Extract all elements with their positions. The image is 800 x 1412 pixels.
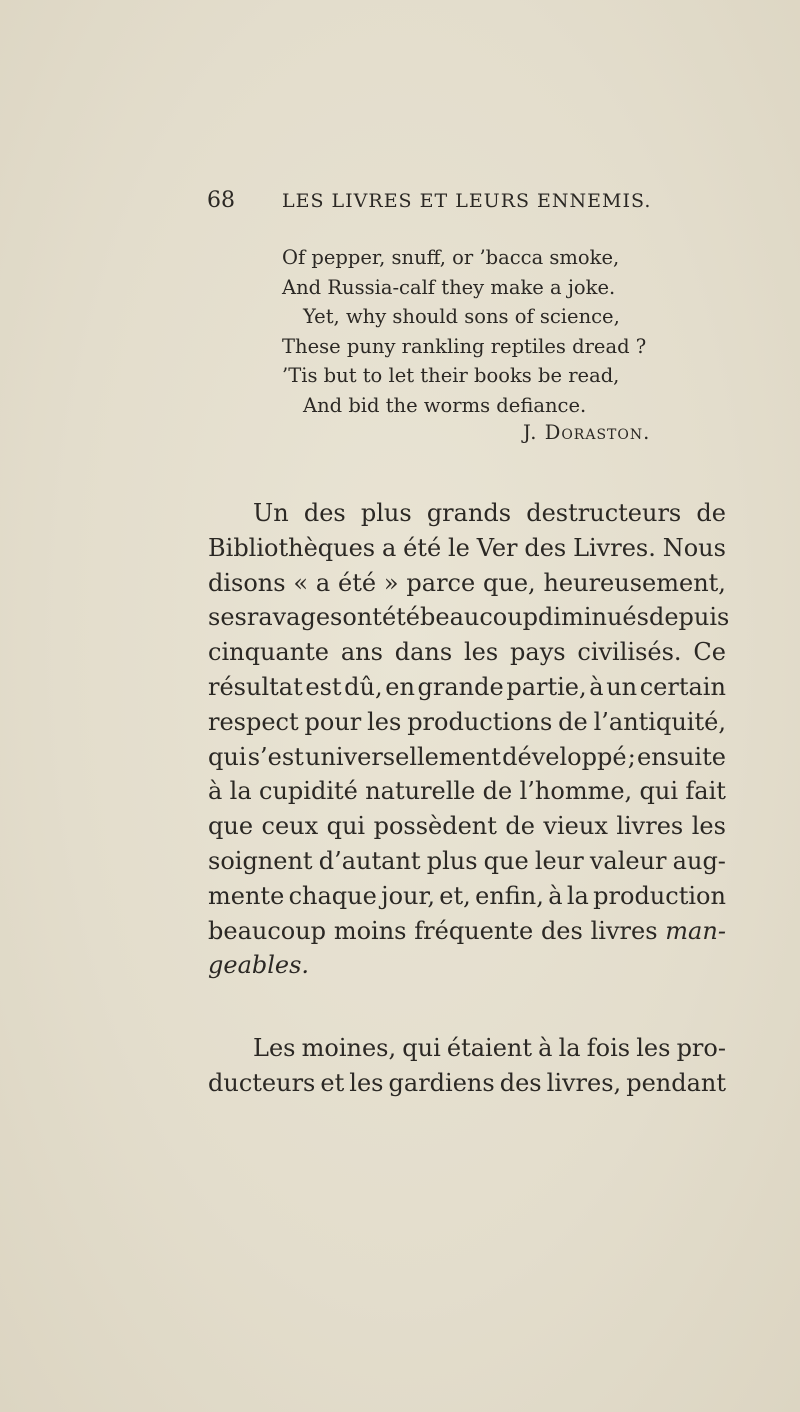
word: moines, (301, 1034, 397, 1062)
word: s’est (247, 742, 304, 771)
word: chaque (288, 881, 377, 910)
word: été (403, 533, 442, 562)
text-line (208, 670, 726, 705)
word: ; (627, 742, 636, 771)
text-line (208, 1066, 726, 1101)
poem-line: And bid the worms defiance. (303, 393, 587, 417)
word: qui (639, 777, 679, 806)
word: et (320, 1068, 345, 1097)
word: la (558, 1034, 581, 1062)
word: à (589, 672, 604, 701)
word: enfin, (475, 881, 544, 910)
word: soignent (208, 846, 313, 875)
poem-author: J. Doraston. (523, 421, 651, 444)
word: les (367, 707, 402, 736)
word: les (636, 1034, 671, 1062)
word: ses (208, 603, 247, 632)
word: grands (426, 499, 512, 527)
word: de (505, 812, 535, 841)
word: universellement (304, 742, 501, 771)
word: diminués (538, 603, 649, 632)
italic-word: geables. (208, 951, 310, 980)
text-line (208, 1031, 726, 1066)
word: moins (333, 916, 407, 945)
word: été (381, 603, 420, 632)
word: ceux (261, 812, 319, 841)
word: pour (304, 707, 362, 736)
word: Un (253, 499, 289, 527)
word: livres, (546, 1068, 622, 1097)
word: naturelle (365, 777, 476, 806)
word: gardiens (388, 1068, 495, 1097)
word: productions (407, 707, 553, 736)
word: destructeurs (526, 499, 682, 527)
word: étaient (446, 1034, 533, 1062)
word: cinquante (208, 638, 330, 667)
poem-line: ’Tis but to let their books be read, (282, 364, 620, 387)
text-line (208, 566, 726, 601)
page-number: 68 (207, 188, 235, 213)
word: d’autant (318, 846, 421, 875)
word: Bibliothèques (208, 533, 376, 562)
word: a (315, 568, 331, 597)
word: de (482, 777, 513, 806)
word: pays (510, 638, 566, 667)
paragraph-1 (208, 496, 730, 983)
word: un (606, 672, 638, 701)
word: qui (402, 1034, 441, 1062)
word: en (385, 672, 415, 701)
word: que, (483, 568, 536, 597)
word: des (303, 499, 346, 527)
word: « (293, 568, 309, 597)
word: Ce (693, 638, 726, 667)
word: mente (208, 881, 285, 910)
word: Ver (476, 533, 518, 562)
running-title: LES LIVRES ET LEURS ENNEMIS. (282, 190, 652, 212)
word: livres (616, 812, 684, 841)
word: développé (502, 742, 627, 771)
word: Nous (662, 533, 726, 562)
word: a (381, 533, 397, 562)
word: vieux (543, 812, 608, 841)
word: plus (426, 846, 478, 875)
word: certain (639, 672, 726, 701)
word: beaucoup (208, 916, 327, 945)
word: des (524, 533, 567, 562)
word: depuis (648, 603, 730, 632)
word: ans (340, 638, 383, 667)
word: résultat (208, 672, 303, 701)
text-line (208, 635, 726, 670)
word: fait (685, 777, 726, 806)
text-line (208, 879, 726, 914)
word: » (383, 568, 399, 597)
word: les (464, 638, 499, 667)
word: grande (417, 672, 504, 701)
text-line (208, 740, 726, 775)
text-line (208, 914, 726, 949)
word: que (208, 812, 254, 841)
poem-line: Yet, why should sons of science, (303, 305, 620, 328)
text-line (208, 705, 726, 740)
word: aug- (672, 846, 726, 875)
word: valeur (589, 846, 667, 875)
word: production (593, 881, 726, 910)
word: à (538, 1034, 553, 1062)
word: leur (534, 846, 584, 875)
word: pendant (626, 1068, 726, 1097)
word: le (447, 533, 470, 562)
word: Livres. (573, 533, 656, 562)
word: l’antiquité, (593, 707, 726, 736)
word: partie, (506, 672, 587, 701)
poem-line: And Russia-calf they make a joke. (282, 275, 616, 299)
word: cupidité (259, 777, 358, 806)
paragraph-2 (208, 1031, 726, 1101)
word: pro- (676, 1034, 726, 1062)
word: civilisés. (577, 638, 682, 667)
word: à (548, 881, 563, 910)
word: la (229, 777, 252, 806)
word: à (208, 777, 223, 806)
word: et, (439, 881, 471, 910)
word: fréquente (414, 916, 534, 945)
text-line (208, 844, 726, 879)
word: respect (208, 707, 299, 736)
word: l’homme, (519, 777, 633, 806)
word: ont (342, 603, 382, 632)
word: parce (406, 568, 476, 597)
poem-line: These puny rankling reptiles dread ? (282, 334, 647, 358)
word: fois (586, 1034, 631, 1062)
word: qui (208, 742, 247, 771)
text-line (208, 600, 730, 635)
text-line (208, 809, 726, 844)
word: beaucoup (420, 603, 539, 632)
word: ravages (246, 603, 343, 632)
poem-excerpt (282, 243, 702, 444)
word: ducteurs (208, 1068, 316, 1097)
word: plus (360, 499, 412, 527)
text-line (208, 496, 726, 531)
italic-word: man- (665, 916, 726, 945)
word: livres (590, 916, 658, 945)
word: est (305, 672, 342, 701)
word: les (349, 1068, 384, 1097)
word: de (558, 707, 588, 736)
word: que (483, 846, 529, 875)
text-line (208, 531, 726, 566)
word: dû, (344, 672, 383, 701)
text-line (208, 774, 726, 809)
word: de (696, 499, 726, 527)
word: les (691, 812, 726, 841)
word: jour, (381, 881, 435, 910)
word: ensuite (637, 742, 726, 771)
text-line (208, 948, 726, 983)
word: dans (394, 638, 453, 667)
word: été (338, 568, 377, 597)
word: des (540, 916, 583, 945)
poem-line: Of pepper, snuff, or ’bacca smoke, (282, 246, 620, 269)
word: des (499, 1068, 542, 1097)
word: heureusement, (543, 568, 726, 597)
word: possèdent (373, 812, 497, 841)
word: qui (326, 812, 366, 841)
page-header (207, 188, 657, 220)
word: Les (253, 1034, 296, 1062)
word: disons (208, 568, 286, 597)
word: la (566, 881, 589, 910)
